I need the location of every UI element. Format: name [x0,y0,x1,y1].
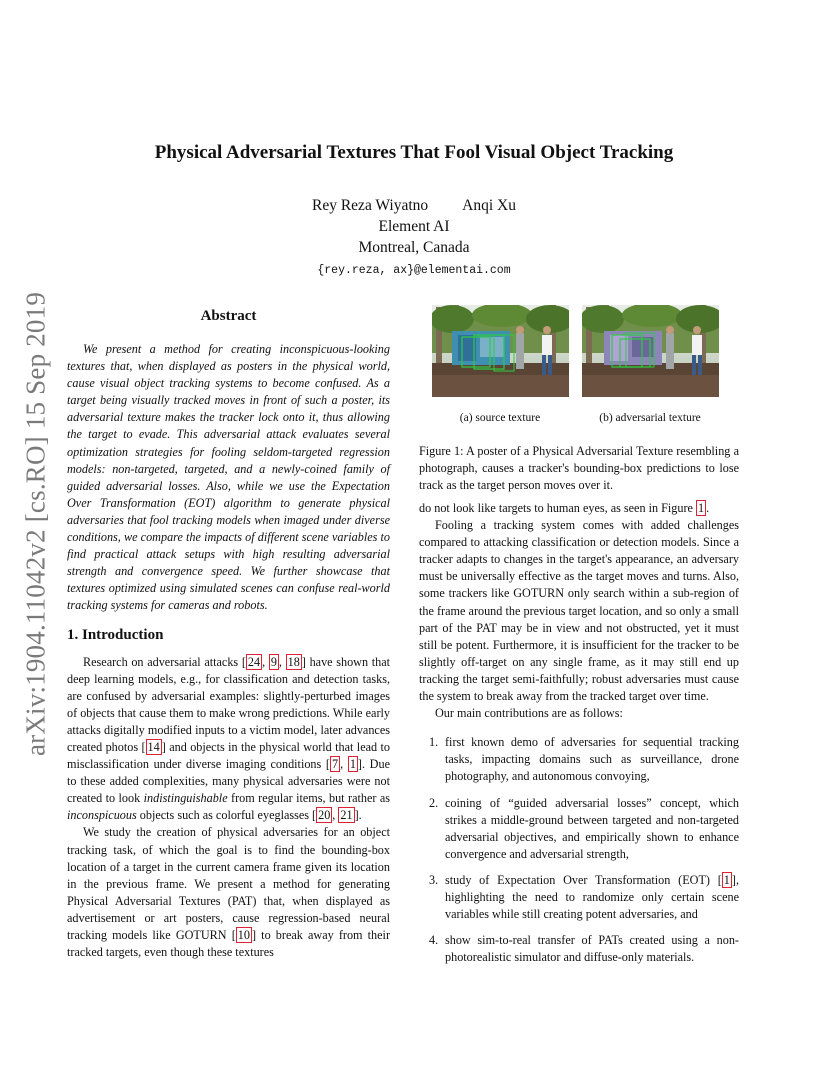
paper-title: Physical Adversarial Textures That Fool Visual Object Tracking [154,142,674,163]
list-number: 4. [429,933,439,948]
list-number: 1. [429,735,439,750]
emphasis: inconspicuous [67,808,137,823]
text-run: Research on adversarial attacks [ [83,654,246,669]
citation-link[interactable]: 20 [318,808,331,823]
adversarial-texture-image [582,305,719,397]
abstract-heading: Abstract [200,308,257,324]
text-run: objects such as colorful eyeglasses [ [136,808,317,823]
text-run: , [340,757,348,772]
citation-link[interactable]: 10 [237,928,250,942]
affiliation: Element AI [378,218,450,235]
contribution-text: first known demo of adversaries for sequential tracking tasks, impacting domains such as surveillance, drone photography, and autonomous convoying, [445,735,739,784]
text-run: ] to break away from their tracked targets, even though these textures [67,928,391,960]
section-heading-introduction: 1. Introduction [67,626,164,643]
text-run: , [278,654,286,669]
text-run: from regular items, but rather as [227,791,391,806]
location: Montreal, Canada [358,239,470,256]
subfigure-label-a: (a) source texture [459,412,541,424]
text-run: ] have shown that deep learning models, e.g., for classification and detection tasks, are confused by adversarial examples: slightly-perturbed images of objects that cause them to make wrong predictions. While early attacks digitally modified inputs to a victim model, later advances created photos [ [67,654,391,754]
contribution-text: coining of “guided adversarial losses” concept, which strikes a middle-ground between targeted and non-targeted adversarial objectives, and empirically shown to enhance convergence and adversarial strength, [445,795,739,861]
author-name: Anqi Xu [462,197,516,214]
citation-link[interactable]: 7 [332,757,339,772]
contribution-item [419,932,739,966]
contribution-text: ], highlighting the need to randomize only certain scene variables while still creating potent adversaries, and [445,872,739,922]
figure-caption: Figure 1: A poster of a Physical Adversarial Texture resembling a photograph, causes a tracker's bounding-box predictions to lose track as the target person moves over it. [419,444,739,493]
source-texture-image [432,305,569,397]
text-run: , [332,808,339,823]
right-column [419,305,739,965]
text-run: We study the creation of physical adversaries for an object tracking task, of which the goal is to find the bounding-box location of a target in the current camera frame given its location in the previous frame. We present a method for generating Physical Adversarial Textures (PAT) that, when displayed as advertisement or art posters, cause regression-based neural tracking models like GOTURN [ [67,825,390,942]
figure-1 [419,305,739,465]
right-paragraph-2: Fooling a tracking system comes with added challenges compared to attacking classification or detection models. Since a tracker adapts to changes in the target's appearance, an adversary must be universally effective as the target moves and turns. Also, some trackers like GOTURN only search within a sub-region of the frame around the previous target location, and so only a small part of the PAT may be in view and not obstructed, yet it must still be potent. Furthermore, it is insufficient for the tracker to be slightly off-target on any single frame, as it may still end up tracking the target semi-faithfully; robust adversaries must cause the system to break away from the tracked target over time. [419,518,739,704]
right-column-text [419,500,739,975]
list-number: 3. [429,872,439,887]
right-paragraph-1 [419,500,739,517]
contributions-list [419,734,739,966]
contribution-text: study of Expectation Over Transformation (EOT) [ [445,872,722,887]
arxiv-sidebar-stamp [21,287,51,761]
figure-reference-link[interactable]: 1 [698,501,705,515]
right-paragraph-3: Our main contributions are as follows: [435,706,623,721]
contribution-item [419,734,739,785]
citation-link[interactable]: 14 [147,739,160,754]
citation-link[interactable]: 18 [287,654,300,669]
citation-link[interactable]: 1 [723,872,730,887]
author-names [0,195,828,216]
intro-paragraph-2 [67,824,390,961]
author-name: Rey Reza Wiyatno [312,197,429,214]
citation-link[interactable]: 24 [247,654,261,669]
text-run: ] and objects in the physical world that lead to misclassification under diverse imaging conditions [ [67,739,390,772]
subfigure-label-b: (b) adversarial texture [599,412,701,424]
text-run: . [706,501,710,515]
text-run: ]. [354,808,362,823]
citation-link[interactable]: 1 [349,757,356,772]
author-block [0,195,828,281]
text-run: ]. Due to these added complexities, many physical adversaries were not created to look [67,757,390,806]
emphasis: indistinguishable [143,791,228,806]
text-run: do not look like targets to human eyes, as seen in Figure [419,501,696,515]
left-column [67,305,390,961]
contribution-item [419,872,739,923]
citation-link[interactable]: 9 [270,654,277,669]
abstract-text: We present a method for creating inconspicuous-looking textures that, when displayed as posters in the physical world, cause visual object tracking systems to become confused. As a target being visually tracked moves in front of such a poster, its adversarial texture makes the tracker lock onto it, thus allowing the target to evade. This adversarial attack evaluates several optimization strategies for fooling seldom-targeted regression models: non-targeted, targeted, and a newly-coined family of guided adversarial losses. Also, while we use the Expectation Over Transformation (EOT) algorithm to generate physical adversaries that fool tracking models when imaged under diverse conditions, we compare the impacts of different scene variables to find practical attack setups with high resulting adversarial strength and convergence speed. We further showcase that textures optimized using simulated scenes can confuse real-world tracking systems for cameras and robots. [67,342,390,613]
contribution-text: show sim-to-real transfer of PATs created using a non-photorealistic simulator and diffuse-only materials. [445,933,739,965]
author-email: {rey.reza, ax}@elementai.com [317,264,511,277]
text-run: , [262,654,269,669]
citation-link[interactable]: 21 [340,808,353,823]
list-number: 2. [429,795,439,810]
arxiv-identifier: arXiv:1904.11042v2 [cs.RO] 15 Sep 2019 [20,291,51,757]
intro-paragraph-1 [67,654,390,825]
contribution-item [419,795,739,863]
